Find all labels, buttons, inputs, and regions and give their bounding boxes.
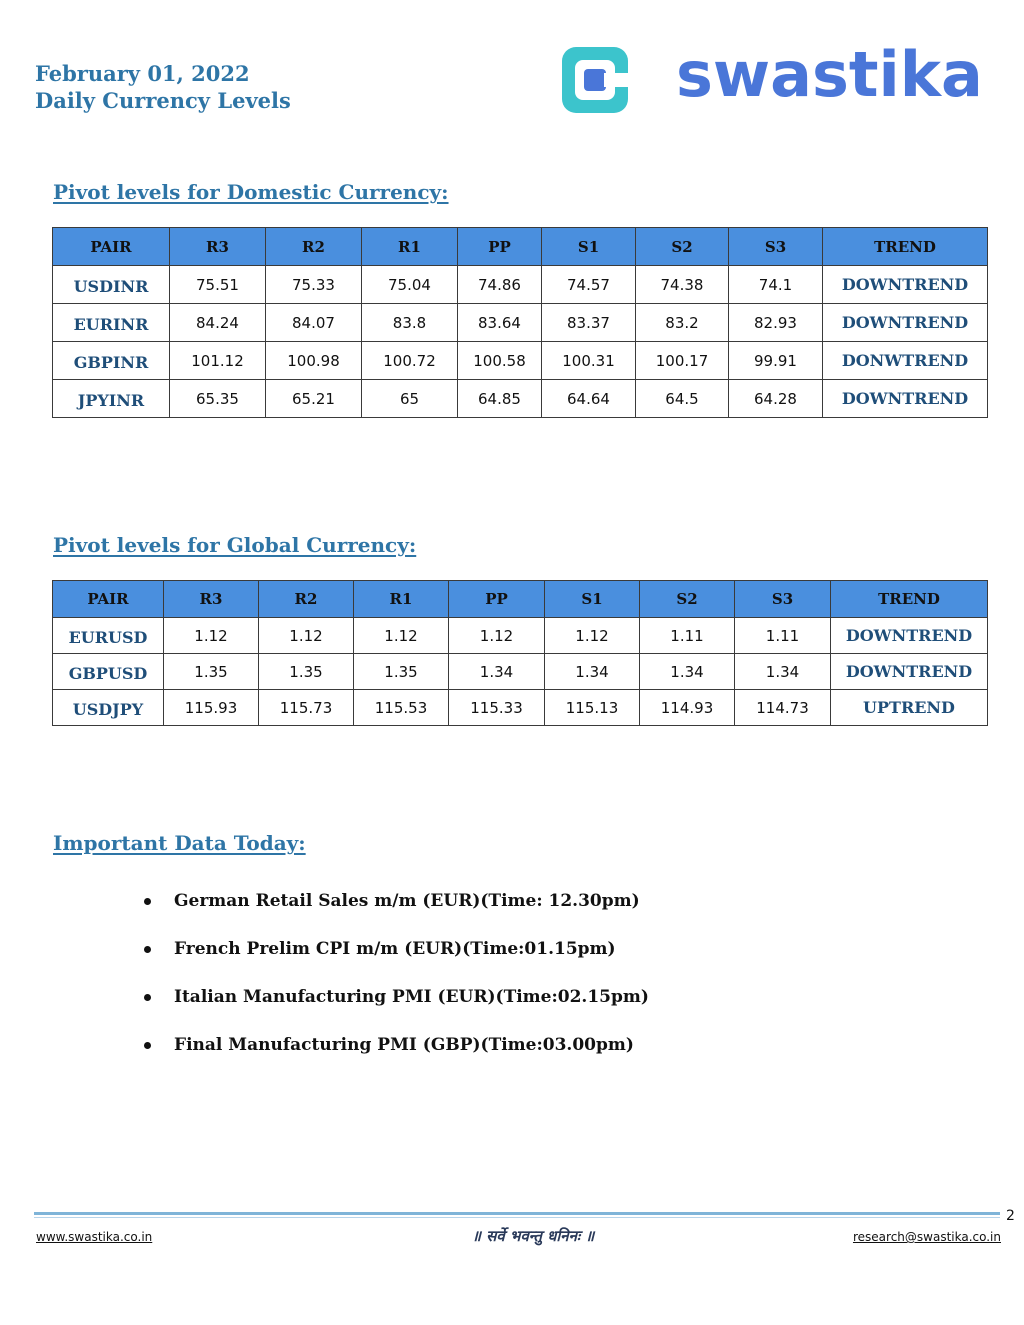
- column-header: R1: [354, 581, 449, 618]
- list-item-text: Italian Manufacturing PMI (EUR)(Time:02.15pm): [174, 987, 649, 1007]
- bullet-icon: [144, 1042, 151, 1049]
- value-cell: 115.73: [259, 690, 354, 726]
- value-cell: 83.8: [362, 304, 458, 342]
- value-cell: 1.34: [640, 654, 735, 690]
- value-cell: 82.93: [729, 304, 823, 342]
- bullet-icon: [144, 946, 151, 953]
- value-cell: 101.12: [170, 342, 266, 380]
- global-pivot-table: [52, 580, 988, 726]
- trend-cell: DOWNTREND: [831, 618, 988, 654]
- list-item: [140, 885, 649, 933]
- value-cell: 1.11: [640, 618, 735, 654]
- column-header: S3: [729, 228, 823, 266]
- pair-cell: USDJPY: [53, 690, 164, 726]
- value-cell: 74.86: [458, 266, 542, 304]
- list-item: [140, 981, 649, 1029]
- value-cell: 1.35: [354, 654, 449, 690]
- value-cell: 100.72: [362, 342, 458, 380]
- table-row: [53, 266, 988, 304]
- bullet-icon: [144, 898, 151, 905]
- footer-divider-thin: [34, 1217, 1000, 1218]
- value-cell: 115.13: [545, 690, 640, 726]
- value-cell: 115.93: [164, 690, 259, 726]
- value-cell: 75.51: [170, 266, 266, 304]
- table-row: [53, 654, 988, 690]
- report-date: February 01, 2022: [35, 61, 250, 86]
- value-cell: 100.17: [636, 342, 729, 380]
- trend-cell: DOWNTREND: [823, 266, 988, 304]
- value-cell: 100.31: [542, 342, 636, 380]
- column-header: R1: [362, 228, 458, 266]
- column-header: R2: [266, 228, 362, 266]
- report-header: [35, 60, 291, 114]
- value-cell: 64.85: [458, 380, 542, 418]
- value-cell: 83.2: [636, 304, 729, 342]
- pair-cell: EURUSD: [53, 618, 164, 654]
- email-link[interactable]: research@swastika.co.in: [852, 1230, 1001, 1244]
- value-cell: 83.37: [542, 304, 636, 342]
- pair-cell: EURINR: [53, 304, 170, 342]
- column-header: TREND: [823, 228, 988, 266]
- value-cell: 74.57: [542, 266, 636, 304]
- domestic-pivot-table: [52, 227, 988, 418]
- pair-cell: GBPUSD: [53, 654, 164, 690]
- value-cell: 65: [362, 380, 458, 418]
- table-row: [53, 304, 988, 342]
- table-row: [53, 342, 988, 380]
- bullet-icon: [144, 994, 151, 1001]
- trend-cell: DOWNTREND: [823, 304, 988, 342]
- column-header: S1: [542, 228, 636, 266]
- value-cell: 1.35: [164, 654, 259, 690]
- table-row: [53, 618, 988, 654]
- value-cell: 74.38: [636, 266, 729, 304]
- value-cell: 114.73: [735, 690, 831, 726]
- value-cell: 1.12: [545, 618, 640, 654]
- global-section-title: Pivot levels for Global Currency:: [53, 533, 417, 557]
- value-cell: 1.34: [545, 654, 640, 690]
- column-header: S2: [640, 581, 735, 618]
- column-header: PAIR: [53, 228, 170, 266]
- footer-divider: [34, 1212, 1000, 1215]
- value-cell: 75.33: [266, 266, 362, 304]
- value-cell: 1.12: [354, 618, 449, 654]
- value-cell: 100.98: [266, 342, 362, 380]
- logo-wordmark: swastika: [676, 38, 983, 111]
- value-cell: 1.12: [259, 618, 354, 654]
- column-header: PAIR: [53, 581, 164, 618]
- value-cell: 65.21: [266, 380, 362, 418]
- column-header: PP: [449, 581, 545, 618]
- pair-cell: GBPINR: [53, 342, 170, 380]
- list-item: [140, 933, 649, 981]
- value-cell: 100.58: [458, 342, 542, 380]
- domestic-section-title: Pivot levels for Domestic Currency:: [53, 180, 449, 204]
- value-cell: 1.34: [735, 654, 831, 690]
- column-header: R3: [170, 228, 266, 266]
- value-cell: 1.12: [449, 618, 545, 654]
- table-header-row: [53, 228, 988, 266]
- value-cell: 114.93: [640, 690, 735, 726]
- swastika-logo: [558, 40, 1008, 120]
- value-cell: 115.33: [449, 690, 545, 726]
- table-row: [53, 690, 988, 726]
- logo-mark-icon: [558, 43, 632, 117]
- trend-cell: DONWTREND: [823, 342, 988, 380]
- column-header: R3: [164, 581, 259, 618]
- column-header: S2: [636, 228, 729, 266]
- table-row: [53, 380, 988, 418]
- column-header: R2: [259, 581, 354, 618]
- trend-cell: UPTREND: [831, 690, 988, 726]
- value-cell: 1.34: [449, 654, 545, 690]
- pair-cell: USDINR: [53, 266, 170, 304]
- page-number: 2: [1006, 1208, 1015, 1224]
- report-subtitle: Daily Currency Levels: [35, 88, 291, 113]
- value-cell: 64.5: [636, 380, 729, 418]
- trend-cell: DOWNTREND: [831, 654, 988, 690]
- list-item-text: Final Manufacturing PMI (GBP)(Time:03.00pm): [174, 1035, 634, 1055]
- table-header-row: [53, 581, 988, 618]
- pair-cell: JPYINR: [53, 380, 170, 418]
- column-header: PP: [458, 228, 542, 266]
- value-cell: 99.91: [729, 342, 823, 380]
- value-cell: 64.64: [542, 380, 636, 418]
- list-item: [140, 1029, 649, 1077]
- value-cell: 83.64: [458, 304, 542, 342]
- value-cell: 74.1: [729, 266, 823, 304]
- column-header: S1: [545, 581, 640, 618]
- value-cell: 84.24: [170, 304, 266, 342]
- list-item-text: German Retail Sales m/m (EUR)(Time: 12.30pm): [174, 891, 640, 911]
- value-cell: 1.11: [735, 618, 831, 654]
- value-cell: 1.35: [259, 654, 354, 690]
- value-cell: 1.12: [164, 618, 259, 654]
- value-cell: 75.04: [362, 266, 458, 304]
- important-data-list: [140, 885, 649, 1077]
- website-link[interactable]: www.swastika.co.in: [36, 1230, 153, 1244]
- value-cell: 64.28: [729, 380, 823, 418]
- column-header: TREND: [831, 581, 988, 618]
- value-cell: 84.07: [266, 304, 362, 342]
- list-item-text: French Prelim CPI m/m (EUR)(Time:01.15pm): [174, 939, 616, 959]
- value-cell: 65.35: [170, 380, 266, 418]
- important-section-title: Important Data Today:: [53, 831, 306, 855]
- trend-cell: DOWNTREND: [823, 380, 988, 418]
- column-header: S3: [735, 581, 831, 618]
- value-cell: 115.53: [354, 690, 449, 726]
- footer-tagline: ॥ सर्वे भवन्तु धनिनः ॥: [472, 1227, 595, 1245]
